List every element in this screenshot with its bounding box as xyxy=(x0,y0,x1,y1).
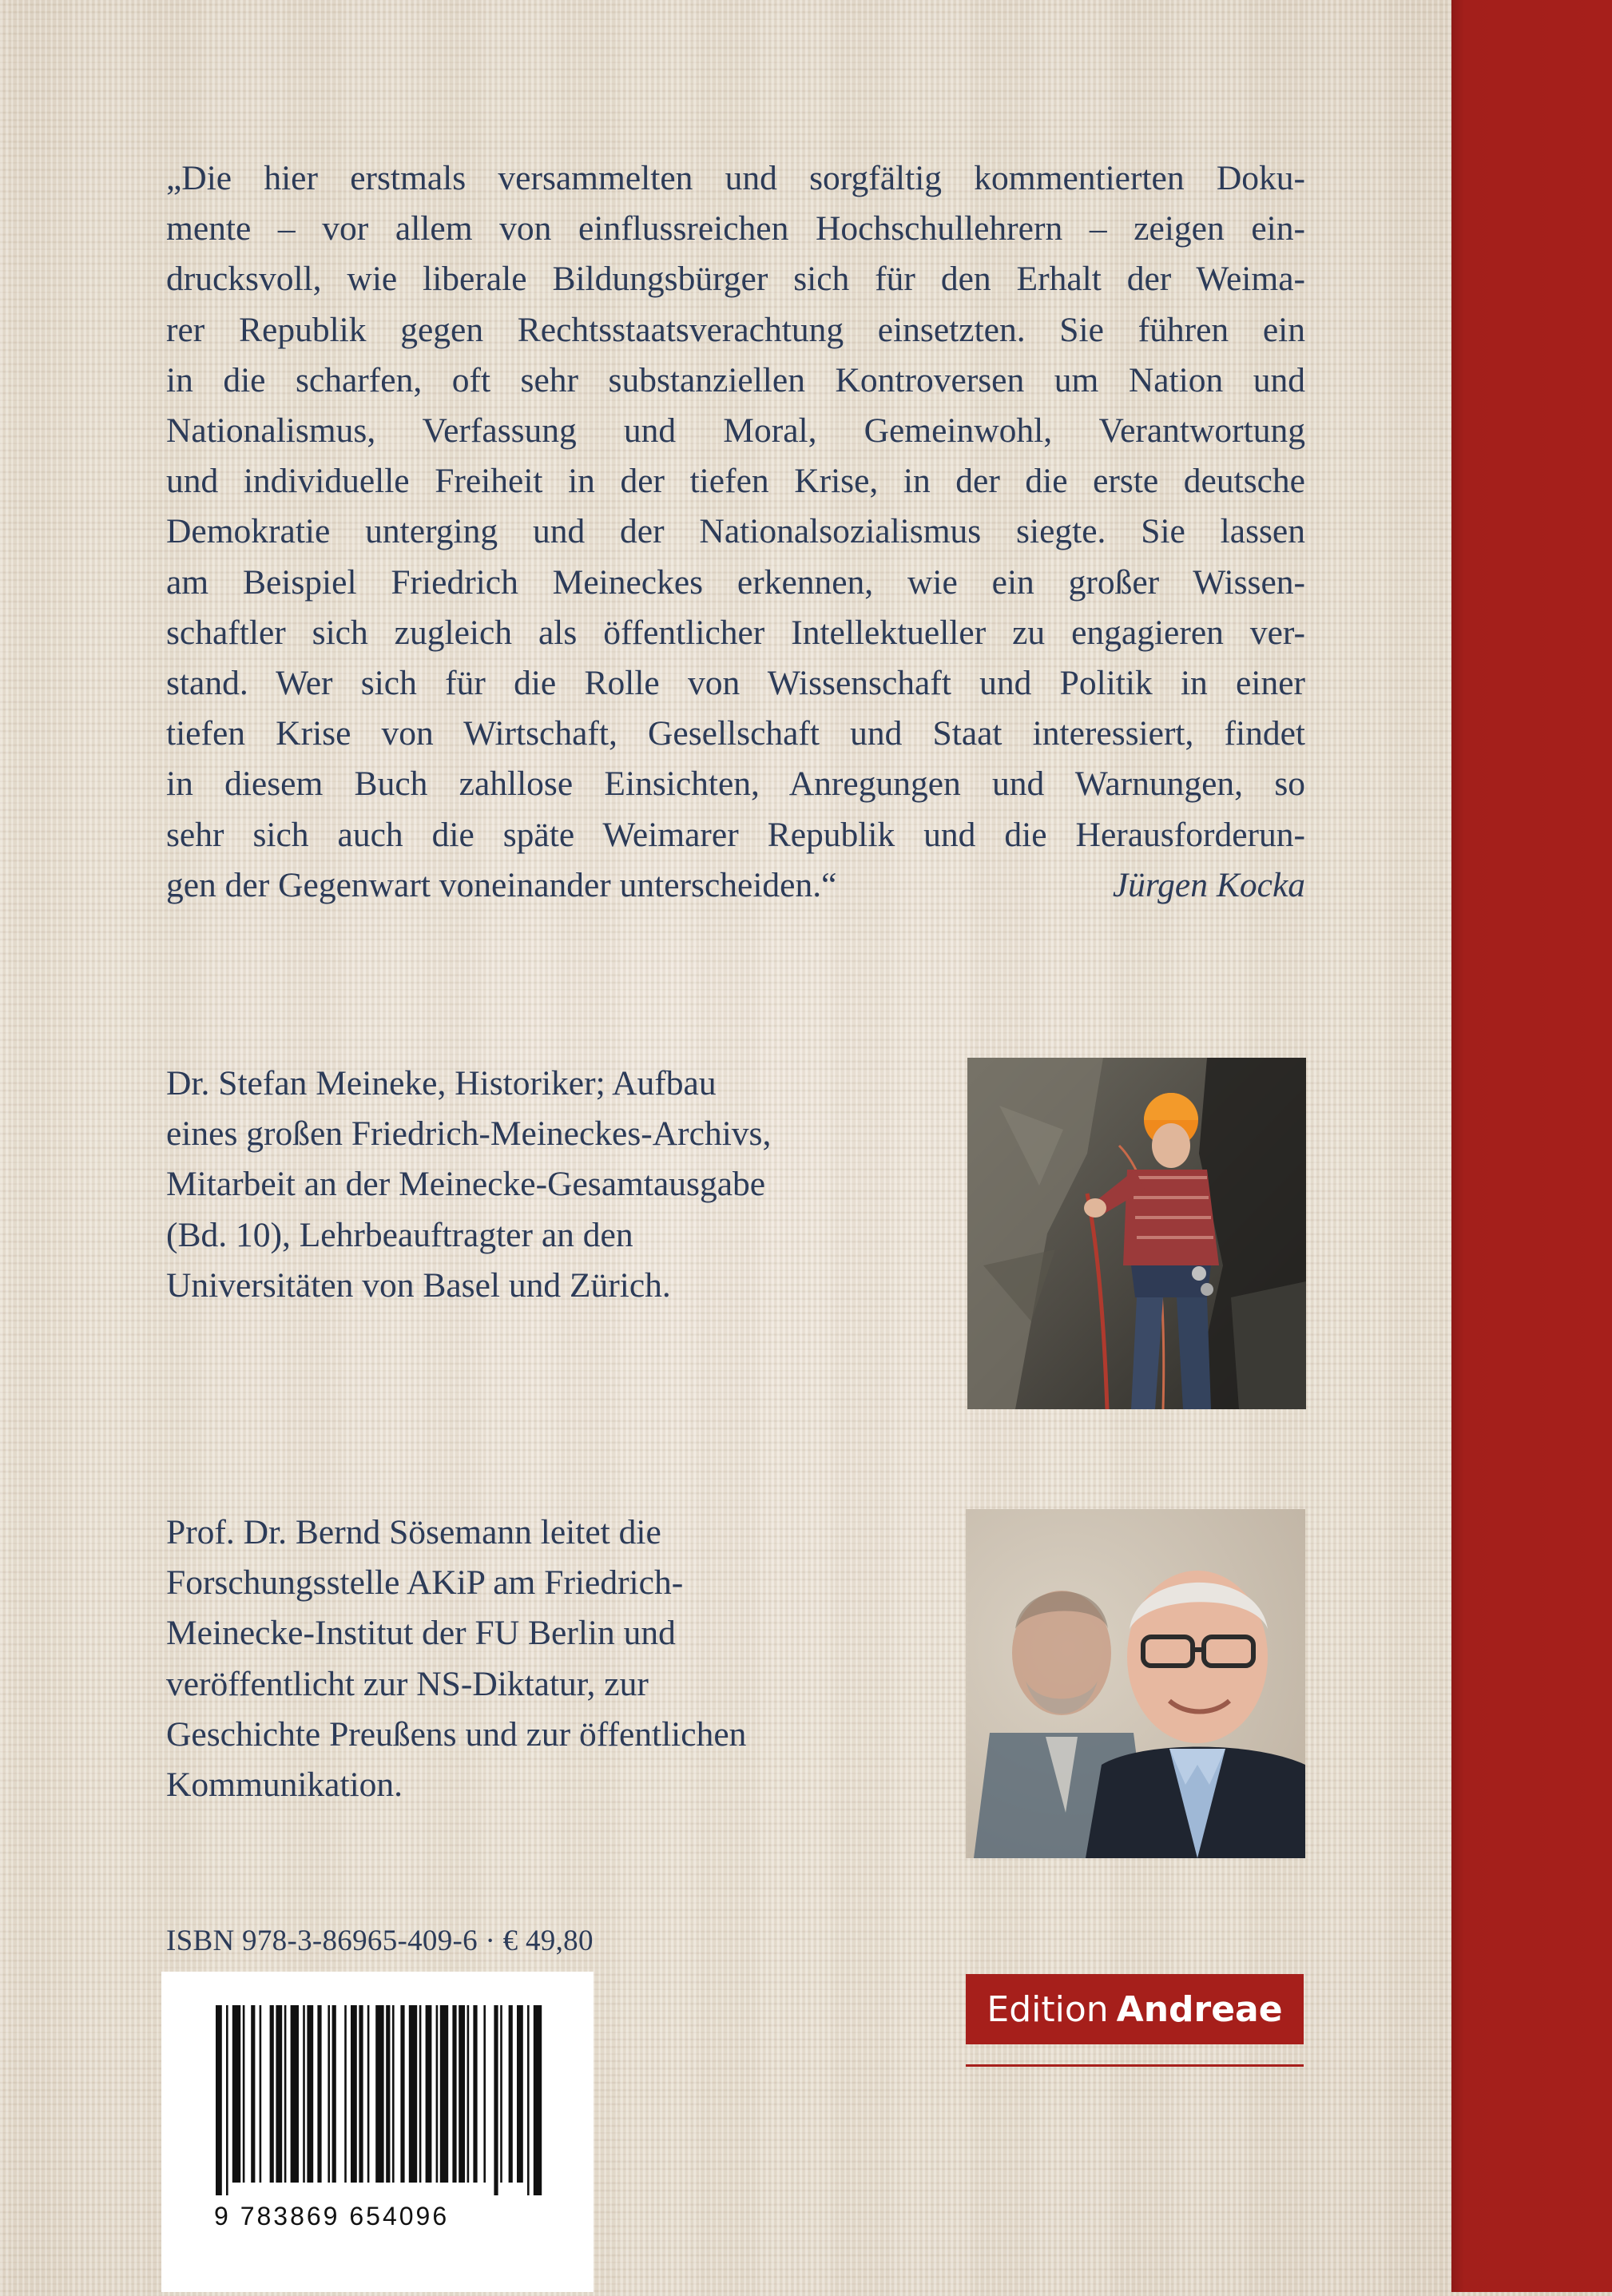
bio-line: veröffentlicht zur NS-Diktatur, zur xyxy=(166,1664,649,1703)
bio-line: Meinecke-Institut der FU Berlin und xyxy=(166,1614,676,1653)
bio-line: Universitäten von Basel und Zürich. xyxy=(166,1265,671,1305)
isbn-price: ISBN 978-3-86965-409-6 · € 49,80 xyxy=(166,1925,594,1957)
author-photo-portrait xyxy=(966,1509,1305,1858)
quote-line: schaftler sich zugleich als öffentlicher Intellektueller zu engagieren ver- xyxy=(166,613,1305,652)
quote-line: drucksvoll, wie liberale Bildungsbürger sich für den Erhalt der Weima- xyxy=(166,260,1305,299)
author-photo-climber xyxy=(967,1058,1306,1409)
publisher-logo-rule xyxy=(966,2064,1304,2067)
quote-line: rer Republik gegen Rechtsstaatsverachtung einsetzten. Sie führen ein xyxy=(166,310,1305,349)
bio-line: eines großen Friedrich-Meineckes-Archivs, xyxy=(166,1114,772,1154)
bio-line: Kommunikation. xyxy=(166,1766,403,1805)
publisher-prefix: Edition xyxy=(987,1988,1109,2030)
quote-line: tiefen Krise von Wirtschaft, Gesellschaft und Staat interessiert, findet xyxy=(166,714,1305,753)
quote-line: „Die hier erstmals versammelten und sorgfältig kommentierten Doku- xyxy=(166,159,1305,197)
bio-line: (Bd. 10), Lehrbeauftragter an den xyxy=(166,1215,633,1254)
publisher-name: Andreae xyxy=(1116,1988,1283,2030)
barcode xyxy=(161,1972,594,2292)
quote-line: am Beispiel Friedrich Meineckes erkennen, wie ein großer Wissen- xyxy=(166,562,1305,602)
quote-line: stand. Wer sich für die Rolle von Wissenschaft und Politik in einer xyxy=(166,664,1305,703)
quote-line: sehr sich auch die späte Weimarer Republik und die Herausforderun- xyxy=(166,815,1305,854)
quote-last-line xyxy=(166,860,1305,911)
bio-line: Dr. Stefan Meineke, Historiker; Aufbau xyxy=(166,1064,717,1102)
author-bio-soesemann xyxy=(166,1507,885,1810)
quote-line: Demokratie unterging und der Nationalsozialismus siegte. Sie lassen xyxy=(166,512,1305,551)
barcode-bars xyxy=(161,1972,594,2292)
quote-line: Nationalismus, Verfassung und Moral, Gemeinwohl, Verantwortung xyxy=(166,411,1305,451)
author-bio-meineke xyxy=(166,1059,885,1311)
quote-line: in diesem Buch zahllose Einsichten, Anregungen und Warnungen, so xyxy=(166,765,1305,804)
quote-attribution: Jürgen Kocka xyxy=(1112,865,1305,904)
quote-line: in die scharfen, oft sehr substanziellen Kontroversen um Nation und xyxy=(166,360,1305,399)
spine-red-strip xyxy=(1451,0,1612,2292)
barcode-digits: 9 783869 654096 xyxy=(214,2202,450,2230)
bio-line: Geschichte Preußens und zur öffentlichen xyxy=(166,1714,747,1754)
blurb-quote xyxy=(166,153,1305,911)
bio-line: Forschungsstelle AKiP am Friedrich- xyxy=(166,1563,684,1603)
quote-line: gen der Gegenwart voneinander unterscheiden.“ xyxy=(166,865,837,904)
quote-line: und individuelle Freiheit in der tiefen Krise, in der die erste deutsche xyxy=(166,462,1305,501)
quote-line: mente – vor allem von einflussreichen Hochschullehrern – zeigen ein- xyxy=(166,209,1305,248)
bio-line: Prof. Dr. Bernd Sösemann leitet die xyxy=(166,1513,661,1551)
publisher-logo xyxy=(966,1974,1304,2044)
bio-line: Mitarbeit an der Meinecke-Gesamtausgabe xyxy=(166,1165,766,1204)
